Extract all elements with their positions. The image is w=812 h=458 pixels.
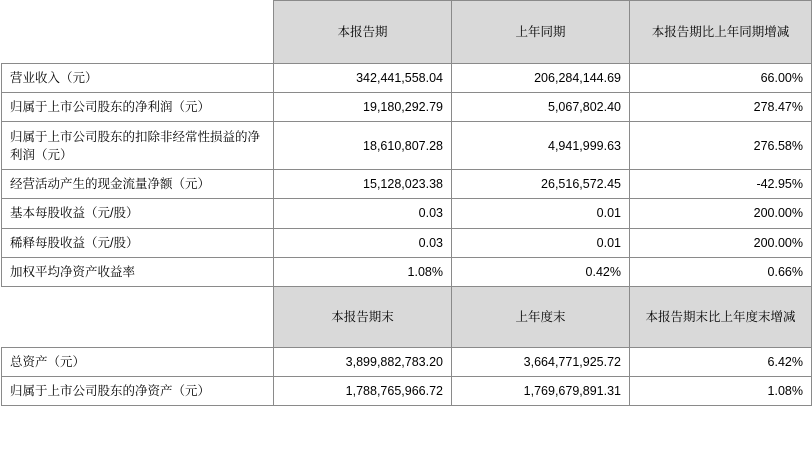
- row-value-change: 276.58%: [630, 122, 812, 170]
- row-value-current: 1.08%: [274, 257, 452, 286]
- row-value-current: 342,441,558.04: [274, 64, 452, 93]
- section2-header-corner: [2, 286, 274, 347]
- financial-summary-table: [1, 0, 812, 406]
- row-value-change: 6.42%: [630, 347, 812, 376]
- section2-header-current-period-end: 本报告期末: [274, 286, 452, 347]
- section2-header-prior-year-end: 上年度末: [452, 286, 630, 347]
- table-row: [2, 199, 812, 228]
- table-row: [2, 64, 812, 93]
- row-value-change: 200.00%: [630, 199, 812, 228]
- section1-header-prior-period: 上年同期: [452, 1, 630, 64]
- section2-header-change: 本报告期末比上年度末增减: [630, 286, 812, 347]
- row-label: 经营活动产生的现金流量净额（元）: [2, 170, 274, 199]
- row-value-change: 200.00%: [630, 228, 812, 257]
- section2-header-row: [2, 286, 812, 347]
- table-row: [2, 376, 812, 405]
- row-value-prior: 5,067,802.40: [452, 93, 630, 122]
- row-value-current: 1,788,765,966.72: [274, 376, 452, 405]
- row-value-change: 278.47%: [630, 93, 812, 122]
- table-row: [2, 93, 812, 122]
- row-label: 营业收入（元）: [2, 64, 274, 93]
- table-row: [2, 122, 812, 170]
- row-label: 稀释每股收益（元/股）: [2, 228, 274, 257]
- row-value-prior: 1,769,679,891.31: [452, 376, 630, 405]
- row-value-prior: 206,284,144.69: [452, 64, 630, 93]
- row-label: 归属于上市公司股东的净利润（元）: [2, 93, 274, 122]
- table-row: [2, 170, 812, 199]
- row-value-change: -42.95%: [630, 170, 812, 199]
- row-label: 归属于上市公司股东的净资产（元）: [2, 376, 274, 405]
- row-label: 基本每股收益（元/股）: [2, 199, 274, 228]
- section1-header-row: [2, 1, 812, 64]
- row-label: 总资产（元）: [2, 347, 274, 376]
- row-value-current: 0.03: [274, 199, 452, 228]
- row-value-current: 18,610,807.28: [274, 122, 452, 170]
- row-label: 加权平均净资产收益率: [2, 257, 274, 286]
- row-value-change: 66.00%: [630, 64, 812, 93]
- row-value-current: 19,180,292.79: [274, 93, 452, 122]
- table-row: [2, 257, 812, 286]
- row-value-prior: 0.01: [452, 228, 630, 257]
- table-row: [2, 228, 812, 257]
- row-value-current: 3,899,882,783.20: [274, 347, 452, 376]
- table-row: [2, 347, 812, 376]
- row-label: 归属于上市公司股东的扣除非经常性损益的净利润（元）: [2, 122, 274, 170]
- row-value-prior: 3,664,771,925.72: [452, 347, 630, 376]
- row-value-current: 15,128,023.38: [274, 170, 452, 199]
- row-value-change: 1.08%: [630, 376, 812, 405]
- row-value-prior: 0.42%: [452, 257, 630, 286]
- row-value-prior: 4,941,999.63: [452, 122, 630, 170]
- section1-header-corner: [2, 1, 274, 64]
- row-value-prior: 26,516,572.45: [452, 170, 630, 199]
- row-value-prior: 0.01: [452, 199, 630, 228]
- section1-header-change: 本报告期比上年同期增减: [630, 1, 812, 64]
- row-value-change: 0.66%: [630, 257, 812, 286]
- row-value-current: 0.03: [274, 228, 452, 257]
- section1-header-current-period: 本报告期: [274, 1, 452, 64]
